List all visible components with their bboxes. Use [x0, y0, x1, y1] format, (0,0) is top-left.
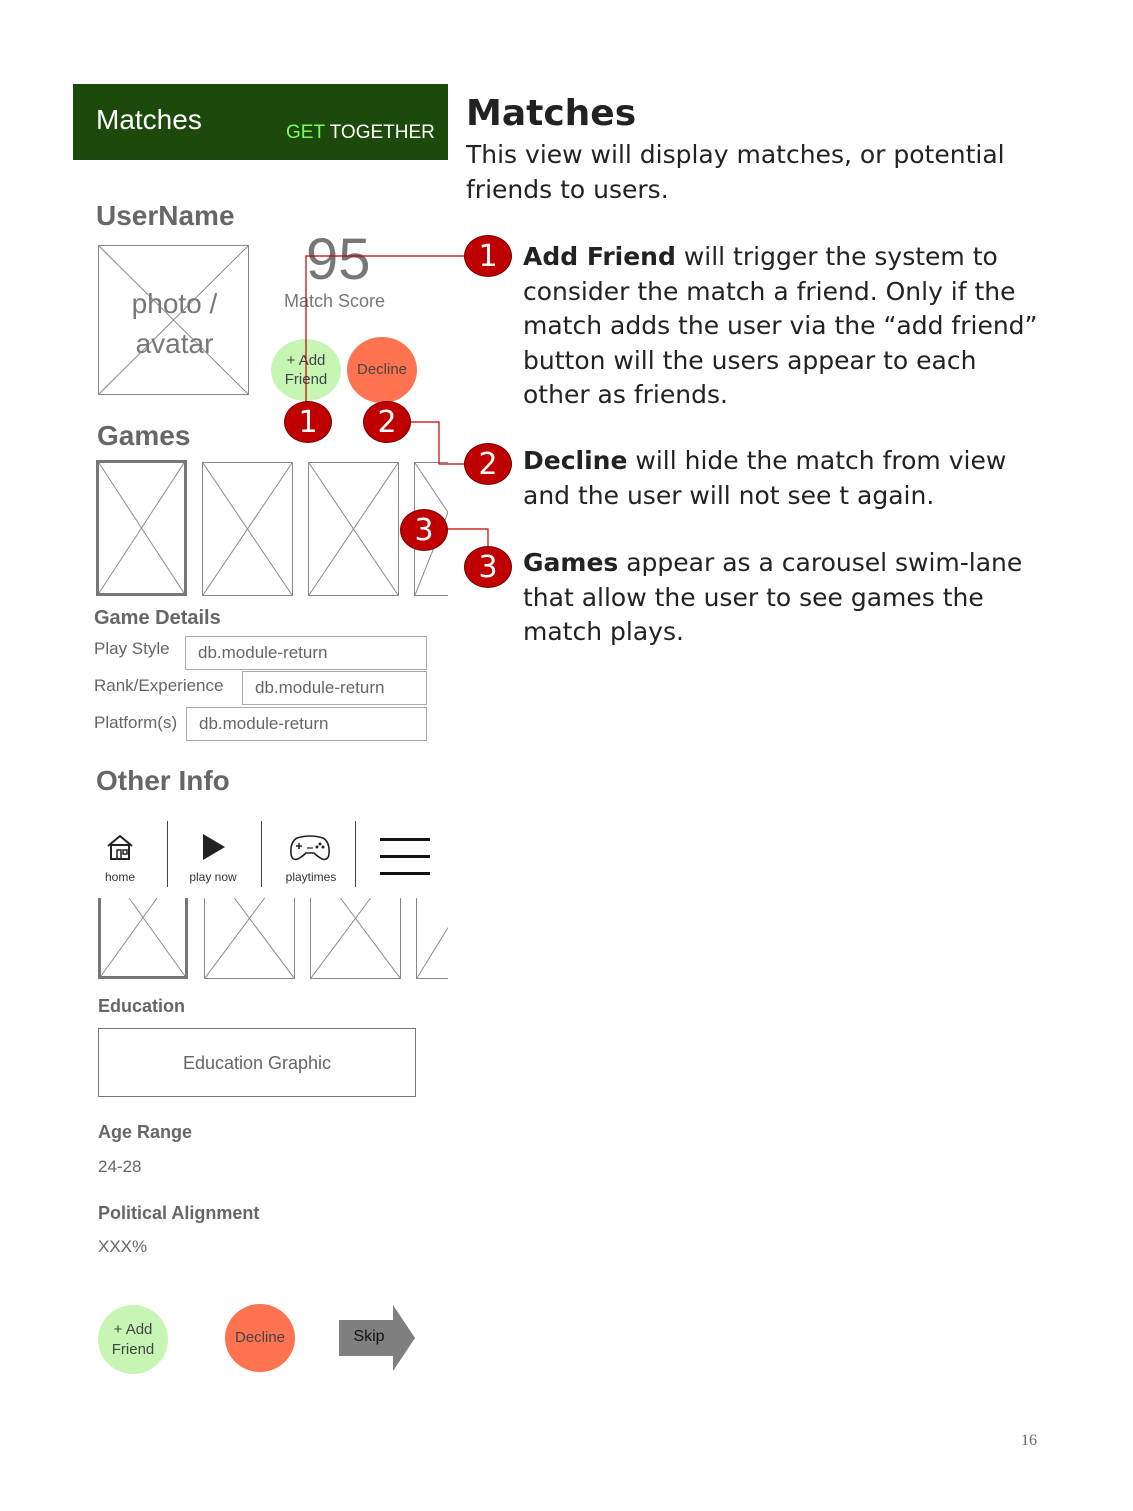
callout-badge-3-mock: 3 [400, 509, 448, 551]
game-tile[interactable] [202, 462, 293, 596]
annotation-item-1-term: Add Friend [523, 242, 676, 271]
info-tile[interactable] [98, 898, 188, 979]
annotation-item-1 [523, 240, 1043, 413]
callout-badge-2-mock: 2 [363, 401, 411, 443]
rank-experience-field[interactable]: db.module-return [242, 671, 427, 705]
callout-badge-1-mock: 1 [284, 401, 332, 443]
username: UserName [96, 200, 235, 231]
nav-play-now[interactable] [182, 821, 244, 887]
callout-badge-2: 2 [464, 443, 512, 485]
annotation-item-2-text: will hide the match from view and the user will not see t again. [523, 446, 1007, 510]
bottom-decline-button[interactable]: Decline [225, 1304, 295, 1372]
nav-divider [355, 821, 356, 887]
skip-button[interactable] [339, 1305, 415, 1371]
political-alignment-value: XXX% [98, 1237, 148, 1256]
play-style-label: Play Style [94, 639, 170, 658]
annotation-item-2 [523, 444, 1043, 513]
app-bar-title: Matches [96, 104, 202, 135]
annotation-item-3-text: appear as a carousel swim-lane that allow the user to see games the match plays. [523, 548, 1023, 646]
nav-play-now-label: play now [189, 870, 237, 884]
age-range-heading: Age Range [98, 1122, 193, 1142]
add-friend-button[interactable]: + Add Friend [271, 339, 341, 401]
political-alignment-heading: Political Alignment [98, 1203, 260, 1223]
info-tile[interactable] [204, 898, 295, 979]
other-info-heading: Other Info [96, 765, 230, 796]
home-icon [105, 833, 135, 861]
skip-label: Skip [353, 1328, 385, 1345]
avatar[interactable] [98, 245, 249, 395]
gamepad-icon [289, 834, 331, 862]
annotation-item-1-text: will trigger the system to consider the match a friend. Only if the match adds the user via the “add friend” button will the users appear to each other as friends. [523, 242, 1038, 409]
nav-divider [167, 821, 168, 887]
game-tile[interactable] [308, 462, 399, 596]
info-tile[interactable] [310, 898, 401, 979]
rank-experience-label: Rank/Experience [94, 676, 224, 695]
brand-together: TOGETHER [324, 122, 435, 143]
decline-button[interactable]: Decline [347, 337, 417, 403]
education-graphic-label: Education Graphic [182, 1053, 332, 1073]
callout-badge-3: 3 [464, 546, 512, 588]
nav-home-label: home [104, 870, 136, 884]
nav-playtimes[interactable] [280, 821, 342, 887]
info-tile-partial[interactable] [416, 898, 448, 979]
callout-badge-1: 1 [464, 235, 512, 277]
nav-playtimes-label: playtimes [285, 870, 337, 884]
age-range-value: 24-28 [98, 1157, 142, 1176]
platforms-label: Platform(s) [94, 713, 178, 732]
match-score-label: Match Score [284, 291, 386, 311]
game-tile[interactable] [96, 460, 187, 596]
brand-get: GET [286, 122, 325, 143]
app-bar [73, 84, 448, 160]
annotation-title: Matches [466, 93, 637, 134]
avatar-placeholder-text: photo / avatar [131, 288, 218, 359]
annotation-item-2-term: Decline [523, 446, 628, 475]
match-score: 95 [306, 227, 371, 292]
nav-divider [261, 821, 262, 887]
education-heading: Education [98, 996, 186, 1016]
hamburger-menu-icon [380, 838, 430, 876]
page-number: 16 [1021, 1432, 1037, 1449]
nav-menu[interactable] [378, 821, 432, 887]
play-icon [201, 833, 227, 861]
annotation-item-3-term: Games [523, 548, 619, 577]
education-graphic [98, 1028, 416, 1097]
play-style-field[interactable]: db.module-return [185, 636, 427, 670]
brand-logo [286, 122, 435, 144]
annotation-item-3 [523, 546, 1043, 650]
games-heading: Games [97, 420, 191, 451]
annotation-intro: This view will display matches, or potential friends to users. [466, 140, 1005, 204]
game-details-heading: Game Details [94, 607, 221, 629]
bottom-add-friend-button[interactable]: + Add Friend [98, 1305, 168, 1374]
platforms-field[interactable]: db.module-return [186, 707, 427, 741]
nav-home[interactable] [93, 821, 147, 887]
